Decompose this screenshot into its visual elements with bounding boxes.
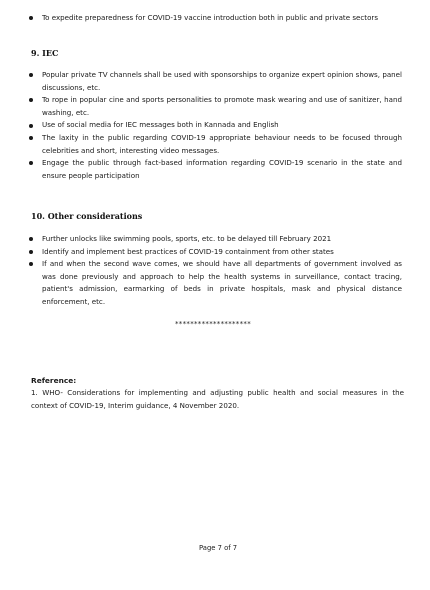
reference-text: 1. WHO- Considerations for implementing and adjusting public health and social measures in the context of COVID-19, Interim guidance, 4 November 2020.: [31, 388, 404, 410]
list-item: Use of social media for IEC messages both in Kannada and English: [0, 119, 402, 132]
other-list-block: [0, 233, 430, 309]
list-item: If and when the second wave comes, we should have all departments of government involved as was done previously and approach to help the health systems in surveillance, contact tracing, patient's admission, earmarking of beds in private hospitals, mask and physical distance enforcement, etc.: [0, 258, 402, 308]
other-considerations-heading: 10. Other considerations: [31, 211, 143, 221]
other-considerations-list: [0, 233, 430, 309]
section-separator: ********************: [175, 320, 251, 328]
list-item: Further unlocks like swimming pools, sports, etc. to be delayed till February 2021: [0, 233, 402, 246]
page-number: Page 7 of 7: [199, 544, 238, 552]
intro-list: [0, 12, 430, 25]
list-item: To expedite preparedness for COVID-19 vaccine introduction both in public and private sectors: [0, 12, 402, 25]
iec-list-block: [0, 69, 430, 182]
reference-title: Reference:: [31, 376, 77, 385]
list-item: Identify and implement best practices of COVID-19 containment from other states: [0, 246, 402, 259]
list-item: To rope in popular cine and sports personalities to promote mask wearing and use of sanitizer, hand washing, etc.: [0, 94, 402, 119]
iec-heading: 9. IEC: [31, 48, 59, 58]
iec-list: [0, 69, 430, 182]
intro-list-block: [0, 12, 430, 25]
list-item: The laxity in the public regarding COVID-19 appropriate behaviour needs to be focused through celebrities and short, interesting video messages.: [0, 132, 402, 157]
list-item: Popular private TV channels shall be used with sponsorships to organize expert opinion shows, panel discussions, etc.: [0, 69, 402, 94]
list-item: Engage the public through fact-based information regarding COVID-19 scenario in the state and ensure people participation: [0, 157, 402, 182]
